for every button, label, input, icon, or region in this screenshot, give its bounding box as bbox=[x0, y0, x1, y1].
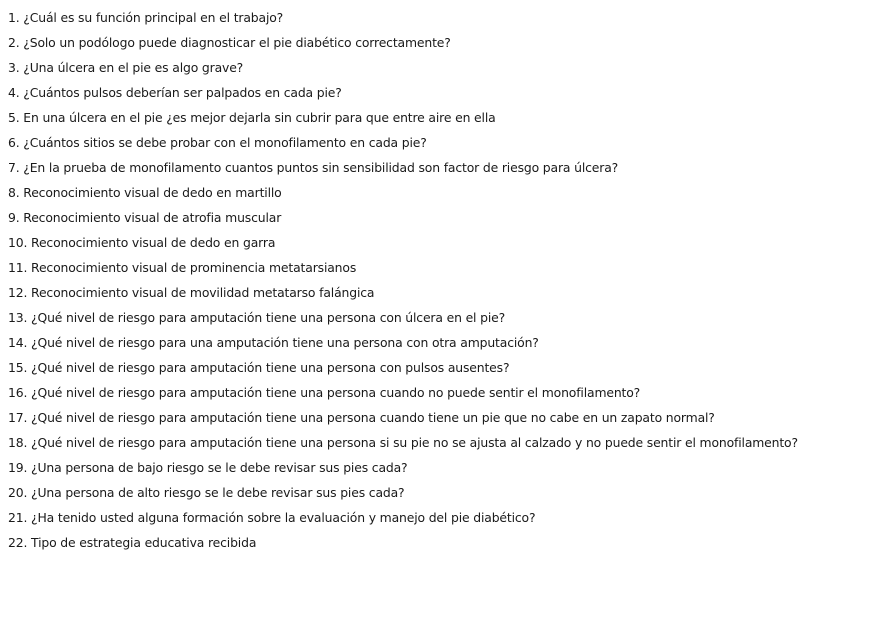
question-4: 4. ¿Cuántos pulsos deberían ser palpados en cada pie? bbox=[8, 85, 342, 100]
question-19: 19. ¿Una persona de bajo riesgo se le debe revisar sus pies cada? bbox=[8, 460, 408, 475]
question-18: 18. ¿Qué nivel de riesgo para amputación tiene una persona si su pie no se ajusta al calzado y no puede sentir el monofilamento? bbox=[8, 435, 798, 450]
question-15: 15. ¿Qué nivel de riesgo para amputación tiene una persona con pulsos ausentes? bbox=[8, 360, 510, 375]
question-14: 14. ¿Qué nivel de riesgo para una amputación tiene una persona con otra amputación? bbox=[8, 335, 539, 350]
question-11: 11. Reconocimiento visual de prominencia metatarsianos bbox=[8, 260, 357, 275]
question-20: 20. ¿Una persona de alto riesgo se le debe revisar sus pies cada? bbox=[8, 485, 405, 500]
question-1: 1. ¿Cuál es su función principal en el trabajo? bbox=[8, 10, 284, 25]
question-6: 6. ¿Cuántos sitios se debe probar con el monofilamento en cada pie? bbox=[8, 135, 427, 150]
question-21: 21. ¿Ha tenido usted alguna formación sobre la evaluación y manejo del pie diabético? bbox=[8, 510, 536, 525]
question-7: 7. ¿En la prueba de monofilamento cuantos puntos sin sensibilidad son factor de riesgo para úlcera? bbox=[8, 160, 619, 175]
question-3: 3. ¿Una úlcera en el pie es algo grave? bbox=[8, 60, 244, 75]
question-22: 22. Tipo de estrategia educativa recibida bbox=[8, 535, 257, 550]
question-5: 5. En una úlcera en el pie ¿es mejor dejarla sin cubrir para que entre aire en ella bbox=[8, 110, 496, 125]
question-13: 13. ¿Qué nivel de riesgo para amputación tiene una persona con úlcera en el pie? bbox=[8, 310, 506, 325]
question-2: 2. ¿Solo un podólogo puede diagnosticar el pie diabético correctamente? bbox=[8, 35, 451, 50]
question-16: 16. ¿Qué nivel de riesgo para amputación tiene una persona cuando no puede sentir el monofilamento? bbox=[8, 385, 641, 400]
question-10: 10. Reconocimiento visual de dedo en garra bbox=[8, 235, 276, 250]
question-list bbox=[8, 8, 883, 558]
question-9: 9. Reconocimiento visual de atrofia muscular bbox=[8, 210, 282, 225]
question-17: 17. ¿Qué nivel de riesgo para amputación tiene una persona cuando tiene un pie que no cabe en un zapato normal? bbox=[8, 410, 715, 425]
question-8: 8. Reconocimiento visual de dedo en martillo bbox=[8, 185, 282, 200]
question-12: 12. Reconocimiento visual de movilidad metatarso falángica bbox=[8, 285, 375, 300]
